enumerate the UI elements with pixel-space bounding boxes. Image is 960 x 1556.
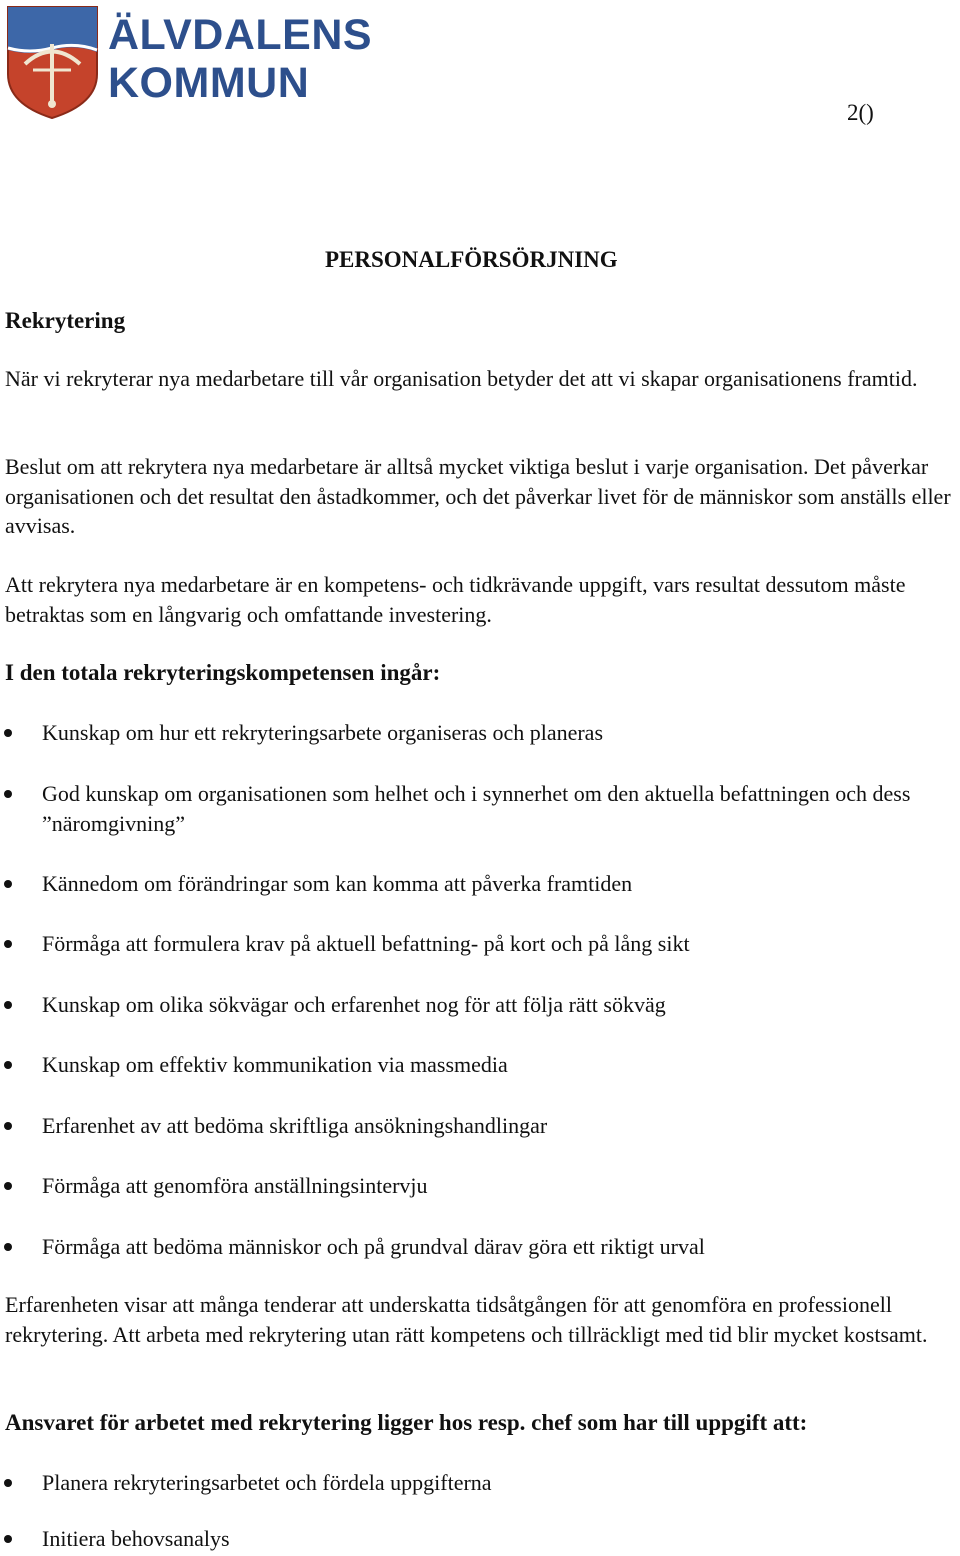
paragraph: När vi rekryterar nya medarbetare till vår organisation betyder det att vi skapar organisationens framtid. bbox=[5, 366, 918, 391]
list-item-text: God kunskap om organisationen som helhet och i synnerhet om den aktuella befattningen och dess ”näromgivning” bbox=[42, 781, 911, 836]
list-item-text: Kunskap om olika sökvägar och erfarenhet nog för att följa rätt sökväg bbox=[42, 992, 666, 1017]
list-item-text: Planera rekryteringsarbetet och fördela uppgifterna bbox=[42, 1470, 492, 1495]
responsibility-heading: Ansvaret för arbetet med rekrytering ligger hos resp. chef som har till uppgift att: bbox=[5, 1410, 808, 1435]
page-number: 2() bbox=[847, 100, 874, 125]
list-item-text: Kunskap om hur ett rekryteringsarbete organiseras och planeras bbox=[42, 720, 604, 745]
document-title: PERSONALFÖRSÖRJNING bbox=[325, 247, 618, 272]
bullet-icon bbox=[4, 1479, 12, 1487]
section-heading: Rekrytering bbox=[5, 308, 126, 333]
list-item-text: Kunskap om effektiv kommunikation via massmedia bbox=[42, 1052, 508, 1077]
coat-of-arms-icon bbox=[5, 4, 100, 120]
bullet-icon bbox=[4, 1122, 12, 1130]
municipality-logo bbox=[5, 4, 373, 120]
bullet-icon bbox=[4, 880, 12, 888]
bullet-icon bbox=[4, 940, 12, 948]
list-item-text: Erfarenhet av att bedöma skriftliga ansökningshandlingar bbox=[42, 1113, 548, 1138]
list-item-text: Förmåga att formulera krav på aktuell befattning- på kort och på lång sikt bbox=[42, 931, 690, 956]
bullet-icon bbox=[4, 729, 12, 737]
paragraph: Att rekrytera nya medarbetare är en kompetens- och tidkrävande uppgift, vars resultat dessutom måste betraktas som en långvarig och omfattande investering. bbox=[5, 572, 906, 627]
list-item-text: Förmåga att genomföra anställningsintervju bbox=[42, 1173, 428, 1198]
list-item-text: Förmåga att bedöma människor och på grundval därav göra ett riktigt urval bbox=[42, 1234, 705, 1259]
list-item-text: Initiera behovsanalys bbox=[42, 1526, 230, 1551]
bullet-icon bbox=[4, 1182, 12, 1190]
logo-line-2: KOMMUN bbox=[108, 59, 310, 107]
bullet-icon bbox=[4, 1535, 12, 1543]
competence-heading: I den totala rekryteringskompetensen ingår: bbox=[5, 660, 441, 685]
bullet-icon bbox=[4, 790, 12, 798]
paragraph: Beslut om att rekrytera nya medarbetare är alltså mycket viktiga beslut i varje organisation. Det påverkar organisationen och det resultat den åstadkommer, och det påverkar livet för de människor som anställs eller avvisas. bbox=[5, 454, 951, 538]
bullet-icon bbox=[4, 1243, 12, 1251]
list-item-text: Kännedom om förändringar som kan komma att påverka framtiden bbox=[42, 871, 633, 896]
experience-paragraph: Erfarenheten visar att många tenderar att underskatta tidsåtgången för att genomföra en professionell rekrytering. Att arbeta med rekrytering utan rätt kompetens och tillräckligt med tid blir mycket kostsamt. bbox=[5, 1292, 928, 1347]
bullet-icon bbox=[4, 1061, 12, 1069]
logo-line-1: ÄLVDALENS bbox=[108, 11, 373, 59]
bullet-icon bbox=[4, 1001, 12, 1009]
